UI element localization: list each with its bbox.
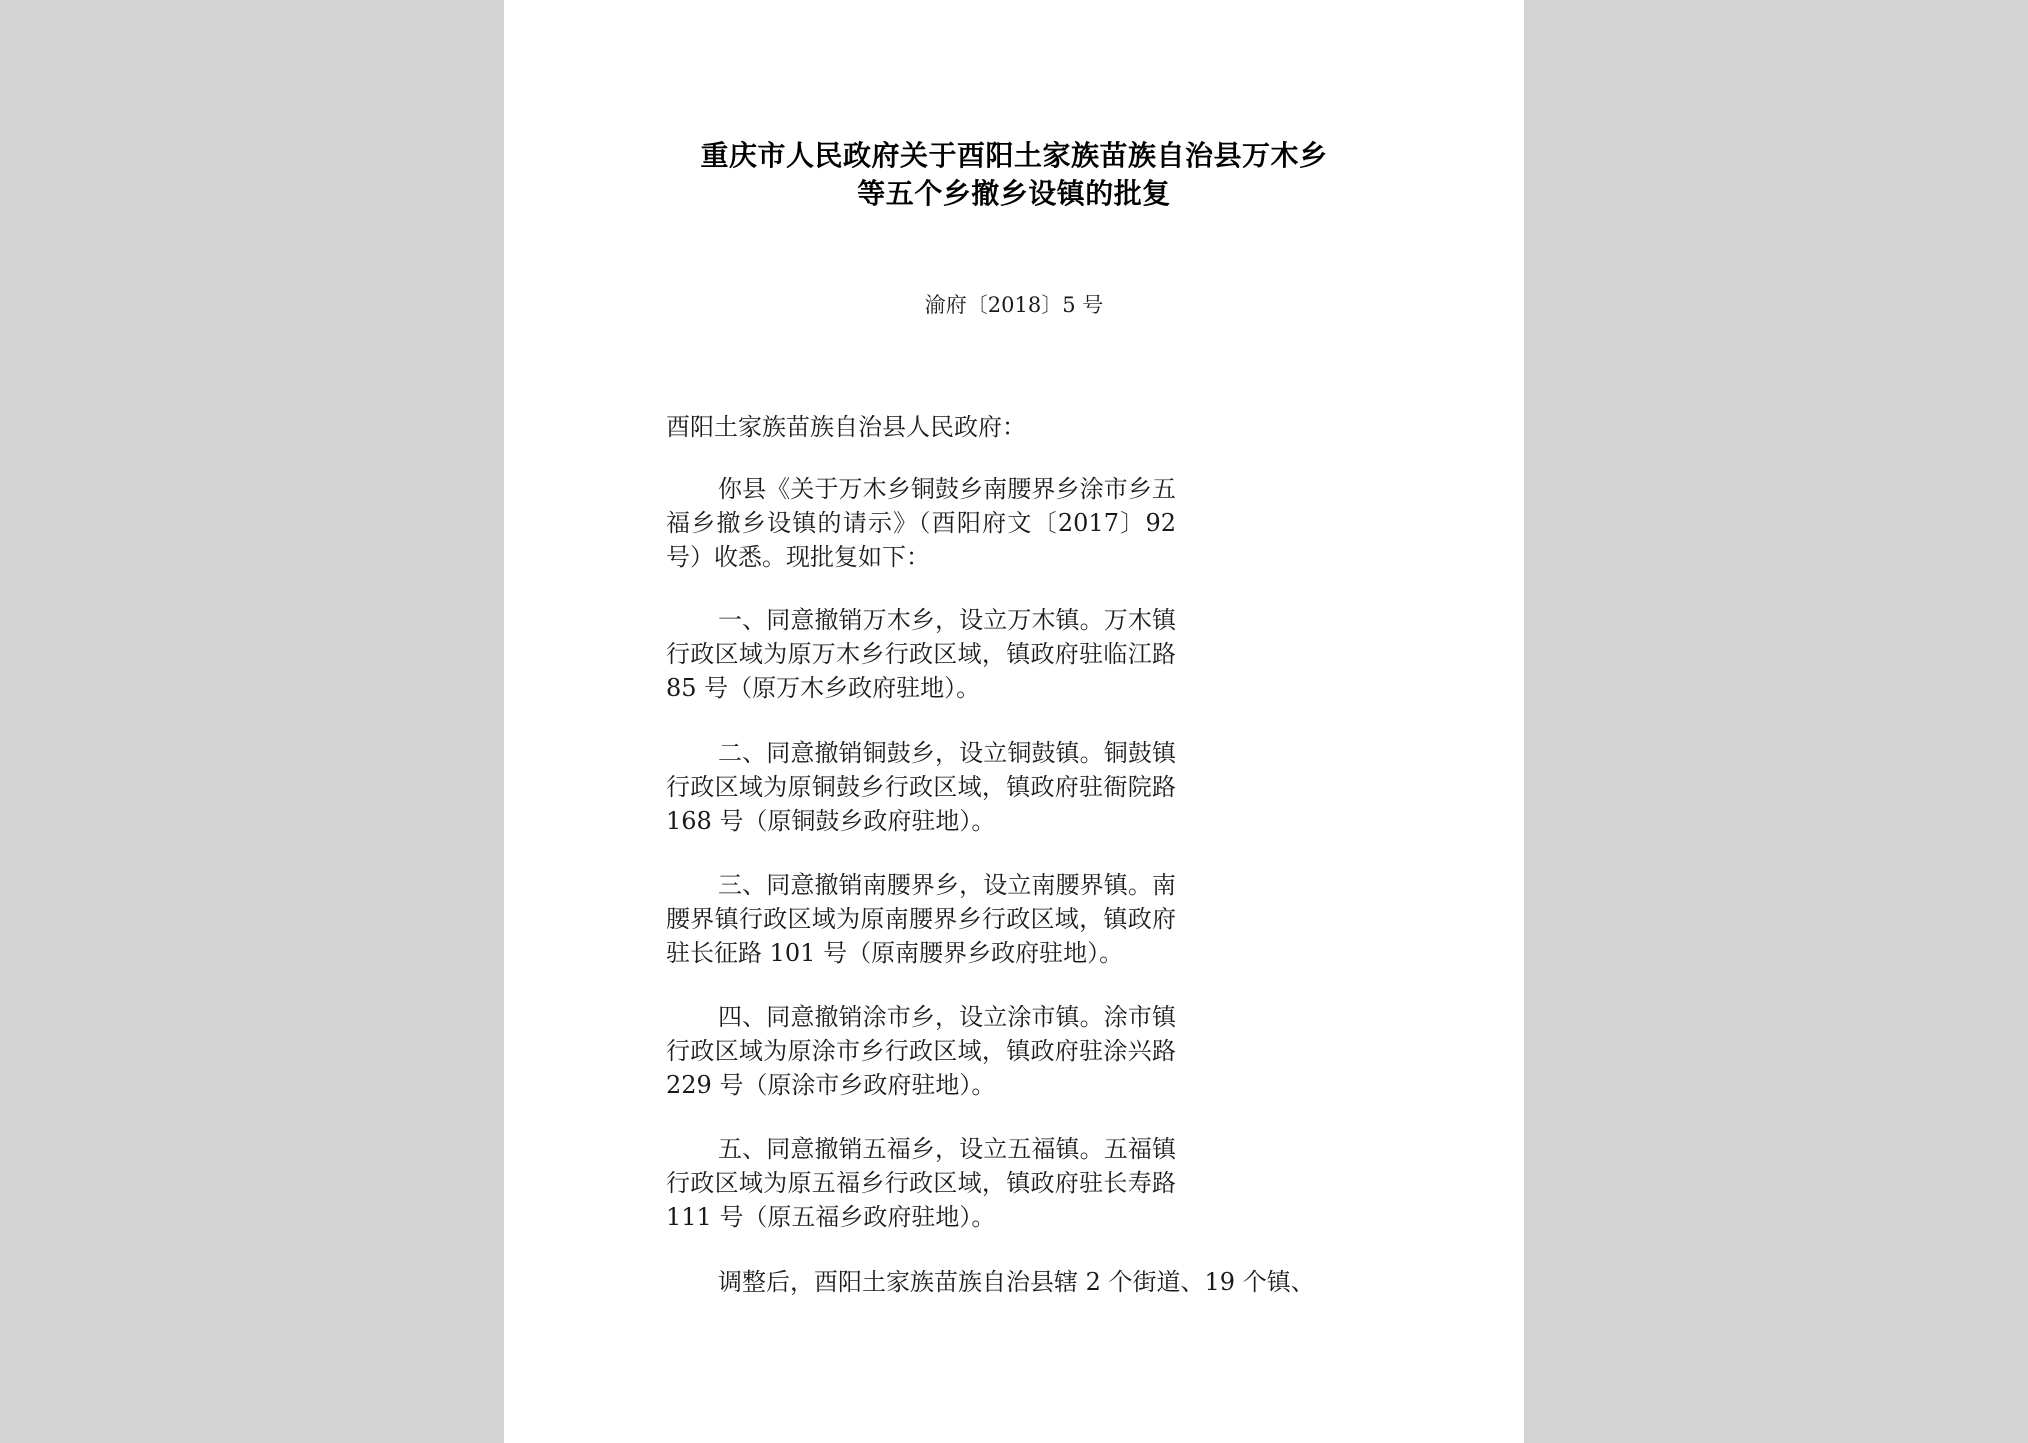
paragraph-summary: 调整后，酉阳土家族苗族自治县辖 2 个街道、19 个镇、 (718, 1268, 1315, 1296)
document-title-line-1: 重庆市人民政府关于酉阳土家族苗族自治县万木乡 (700, 139, 1328, 172)
paragraph-item-2: 二、同意撤销铜鼓乡，设立铜鼓镇。铜鼓镇行政区域为原铜鼓乡行政区域，镇政府驻衙院路 168 号（原铜鼓乡政府驻地）。 (666, 739, 1176, 835)
document-number: 渝府〔2018〕5 号 (924, 293, 1104, 317)
document-page (504, 0, 1524, 1443)
document-title-line-2: 等五个乡撤乡设镇的批复 (857, 177, 1171, 210)
paragraph-item-1: 一、同意撤销万木乡，设立万木镇。万木镇行政区域为原万木乡行政区域，镇政府驻临江路 85 号（原万木乡政府驻地）。 (666, 606, 1176, 702)
paragraph-item-3: 三、同意撤销南腰界乡，设立南腰界镇。南腰界镇行政区域为原南腰界乡行政区域，镇政府驻长征路 101 号（原南腰界乡政府驻地）。 (666, 871, 1176, 967)
addressee: 酉阳土家族苗族自治县人民政府： (666, 413, 1026, 441)
paragraph-intro: 你县《关于万木乡铜鼓乡南腰界乡涂市乡五福乡撤乡设镇的请示》（酉阳府文〔2017〕92 号）收悉。现批复如下： (666, 475, 1176, 571)
paragraph-item-4: 四、同意撤销涂市乡，设立涂市镇。涂市镇行政区域为原涂市乡行政区域，镇政府驻涂兴路 229 号（原涂市乡政府驻地）。 (666, 1003, 1176, 1099)
paragraph-item-5: 五、同意撤销五福乡，设立五福镇。五福镇行政区域为原五福乡行政区域，镇政府驻长寿路 111 号（原五福乡政府驻地）。 (666, 1135, 1176, 1231)
